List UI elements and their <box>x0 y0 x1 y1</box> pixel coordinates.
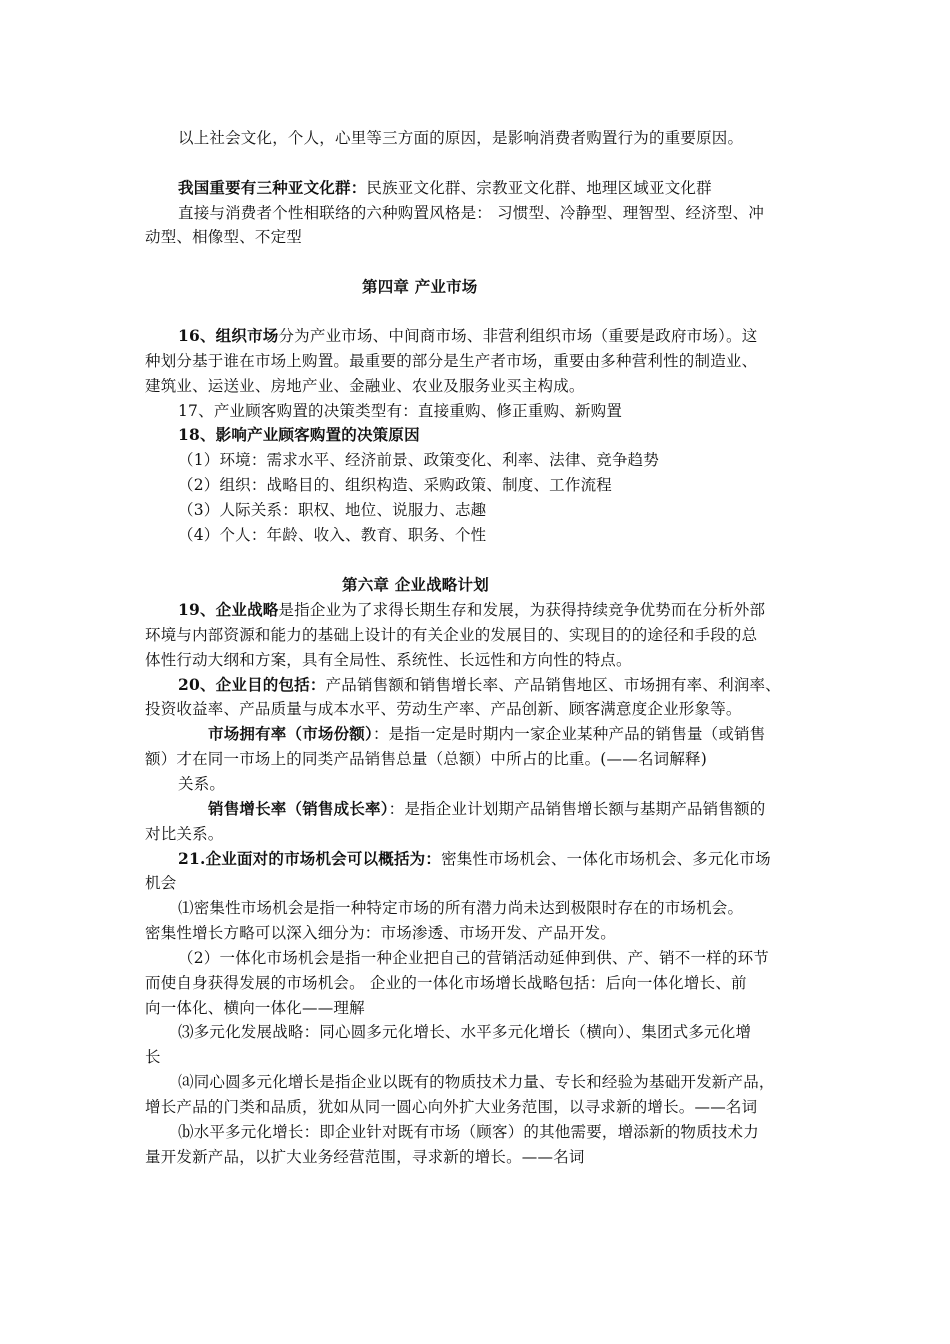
paragraph-line: ⒝水平多元化增长：即企业针对既有市场（顾客）的其他需要，增添新的物质技术力 <box>178 1123 759 1141</box>
list-item: （3）人际关系：职权、地位、说服力、志趣 <box>178 501 487 519</box>
chapter-heading: 第四章 产业市场 <box>362 277 478 296</box>
paragraph-line: ⑶多元化发展战略：同心圆多元化增长、水平多元化增长（横向）、集团式多元化增 <box>178 1023 752 1041</box>
paragraph-line: 量开发新产品，以扩大业务经营范围，寻求新的增长。——名词 <box>145 1148 585 1166</box>
paragraph-line: 建筑业、运送业、房地产业、金融业、农业及服务业买主构成。 <box>145 377 585 395</box>
paragraph-line: 直接与消费者个性相联络的六种购置风格是： 习惯型、冷静型、理智型、经济型、冲 <box>178 204 765 222</box>
paragraph-line: 关系。 <box>178 775 226 793</box>
list-item: （2）组织：战略目的、组织构造、采购政策、制度、工作流程 <box>178 476 612 494</box>
paragraph-line: 18、影响产业顾客购置的决策原因 <box>178 425 420 444</box>
paragraph-line: 16、组织市场分为产业市场、中间商市场、非营利组织市场（重要是政府市场）。这 <box>178 326 758 345</box>
paragraph-line: 20、企业目的包括：产品销售额和销售增长率、产品销售地区、市场拥有率、利润率、 <box>178 675 781 694</box>
paragraph-line: ⒜同心圆多元化增长是指企业以既有的物质技术力量、专长和经验为基础开发新产品， <box>178 1073 775 1091</box>
paragraph-line: 环境与内部资源和能力的基础上设计的有关企业的发展目的、实现目的的途径和手段的总 <box>145 626 758 644</box>
paragraph-line: 体性行动大纲和方案，具有全局性、系统性、长远性和方向性的特点。 <box>145 651 632 669</box>
paragraph-line: 密集性增长方略可以深入细分为：市场渗透、市场开发、产品开发。 <box>145 924 617 942</box>
paragraph-line: （2）一体化市场机会是指一种企业把自己的营销活动延伸到供、产、销不一样的环节 <box>178 949 769 967</box>
paragraph-line: 我国重要有三种亚文化群：民族亚文化群、宗教亚文化群、地理区域亚文化群 <box>178 178 712 197</box>
paragraph-line: 动型、相像型、不定型 <box>145 228 303 246</box>
list-item: （4）个人：年龄、收入、教育、职务、个性 <box>178 526 487 544</box>
paragraph-line: 向一体化、横向一体化——理解 <box>145 999 365 1017</box>
paragraph-line: 投资收益率、产品质量与成本水平、劳动生产率、产品创新、顾客满意度企业形象等。 <box>145 700 742 718</box>
list-item: （1）环境：需求水平、经济前景、政策变化、利率、法律、竞争趋势 <box>178 451 660 469</box>
paragraph-line: 市场拥有率（市场份额）：是指一定是时期内一家企业某种产品的销售量（或销售 <box>208 724 766 743</box>
paragraph-line: 机会 <box>145 874 177 892</box>
paragraph-line: 对比关系。 <box>145 825 224 843</box>
paragraph-line: 额）才在同一市场上的同类产品销售总量（总额）中所占的比重。(——名词解释) <box>145 750 707 768</box>
paragraph-line: 19、企业战略是指企业为了求得长期生存和发展，为获得持续竞争优势而在分析外部 <box>178 600 766 619</box>
paragraph-line: 21.企业面对的市场机会可以概括为：密集性市场机会、一体化市场机会、多元化市场 <box>178 849 771 868</box>
paragraph-line: 而使自身获得发展的市场机会。 企业的一体化市场增长战略包括：后向一体化增长、前 <box>145 974 747 992</box>
paragraph-line: 种划分基于谁在市场上购置。最重要的部分是生产者市场，重要由多种营利性的制造业、 <box>145 352 758 370</box>
paragraph-line: 长 <box>145 1048 161 1066</box>
paragraph-line: 17、产业顾客购置的决策类型有：直接重购、修正重购、新购置 <box>178 402 623 420</box>
paragraph-line: 以上社会文化，个人，心里等三方面的原因，是影响消费者购置行为的重要原因。 <box>178 129 744 147</box>
paragraph-line: 增长产品的门类和品质，犹如从同一圆心向外扩大业务范围，以寻求新的增长。——名词 <box>145 1098 758 1116</box>
paragraph-line: ⑴密集性市场机会是指一种特定市场的所有潜力尚未达到极限时存在的市场机会。 <box>178 899 744 917</box>
chapter-heading: 第六章 企业战略计划 <box>342 575 489 594</box>
paragraph-line: 销售增长率（销售成长率）：是指企业计划期产品销售增长额与基期产品销售额的 <box>208 799 766 818</box>
